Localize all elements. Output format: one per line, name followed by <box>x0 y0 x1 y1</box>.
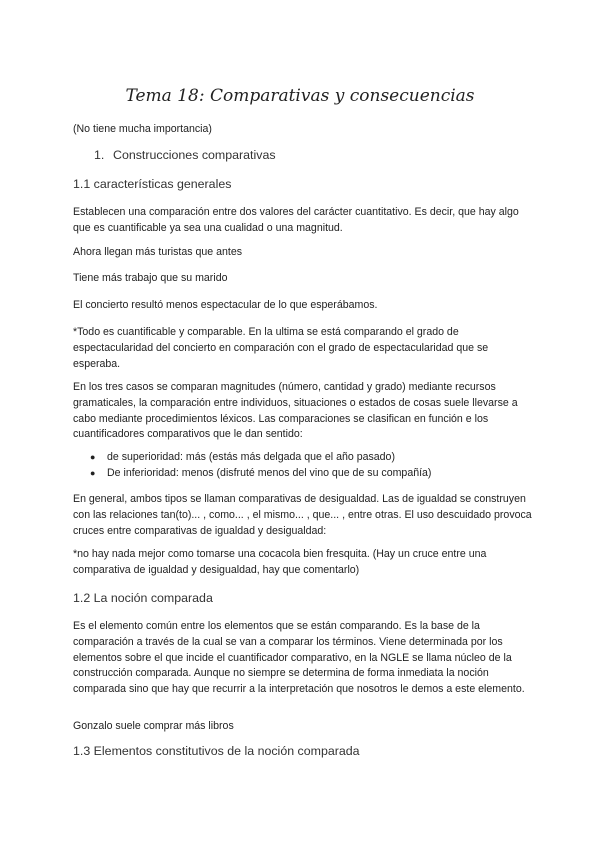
paragraph-5: *no hay nada mejor como tomarse una cocacola bien fresquita. (Hay un cruce entre una comparativa de igualdad y desigualdad, hay que comentarlo) <box>73 548 487 576</box>
paragraph-4: En general, ambos tipos se llaman comparativas de desigualdad. Las de igualdad se construyen con las relaciones tan(to)... , como... , el mismo... , que... , entre otras. El uso descuidado provoca cruces entre comparativas de igualdad y desigualdad: <box>73 493 532 537</box>
bullet-dot-icon: ● <box>90 467 96 478</box>
bullet-dot-icon: ● <box>90 452 96 462</box>
section-label: Construcciones comparativas <box>113 148 276 162</box>
example-3: El concierto resultó menos espectacular de lo que esperábamos. <box>73 299 378 311</box>
list-item: ● de superioridad: más (estás más delgada que el año pasado) <box>73 450 533 466</box>
paragraph-6: Es el elemento común entre los elementos que se están comparando. Es la base de la comparación a través de la cual se van a comparar los términos. Viene determinada por los elementos sobre el que incide el cuantificador comparativo, en la NGLE se llama núcleo de la construcción comparada. Aunque no siempre se determina de forma inmediata la noción comparada sino que hay que recurrir a la interpretación que nosotros le demos a este elemento. <box>73 620 525 696</box>
list-item: ● De inferioridad: menos (disfruté menos del vino que de su compañía) <box>73 466 533 482</box>
subheading-1-2: 1.2 La noción comparada <box>73 591 213 605</box>
subheading-1-1: 1.1 características generales <box>73 177 232 191</box>
example-1: Ahora llegan más turistas que antes <box>73 246 243 258</box>
paragraph-1: Establecen una comparación entre dos valores del carácter cuantitativo. Es decir, que hay algo que es cuantificable ya sea una cualidad o una magnitud. <box>73 206 519 234</box>
example-2: Tiene más trabajo que su marido <box>73 272 228 284</box>
section-number: 1. <box>94 148 105 162</box>
bullet-list <box>73 450 533 482</box>
paragraph-2: *Todo es cuantificable y comparable. En la ultima se está comparando el grado de espectacularidad del concierto en comparación con el grado de espectacularidad que se esperaba. <box>73 326 489 370</box>
note: (No tiene mucha importancia) <box>73 123 212 135</box>
subheading-1-3: 1.3 Elementos constitutivos de la noción comparada <box>73 744 360 758</box>
section-heading-1 <box>94 148 276 162</box>
example-4: Gonzalo suele comprar más libros <box>73 720 234 732</box>
paragraph-3: En los tres casos se comparan magnitudes (número, cantidad y grado) mediante recursos gramaticales, la comparación entre individuos, situaciones o estados de cosas suele llevarse a cabo mediante procedimientos léxicos. Las comparaciones se clasifican en función e los cuantificadores comparativos que le dan sentido: <box>73 381 518 441</box>
document-title: Tema 18: Comparativas y consecuencias <box>125 86 475 106</box>
